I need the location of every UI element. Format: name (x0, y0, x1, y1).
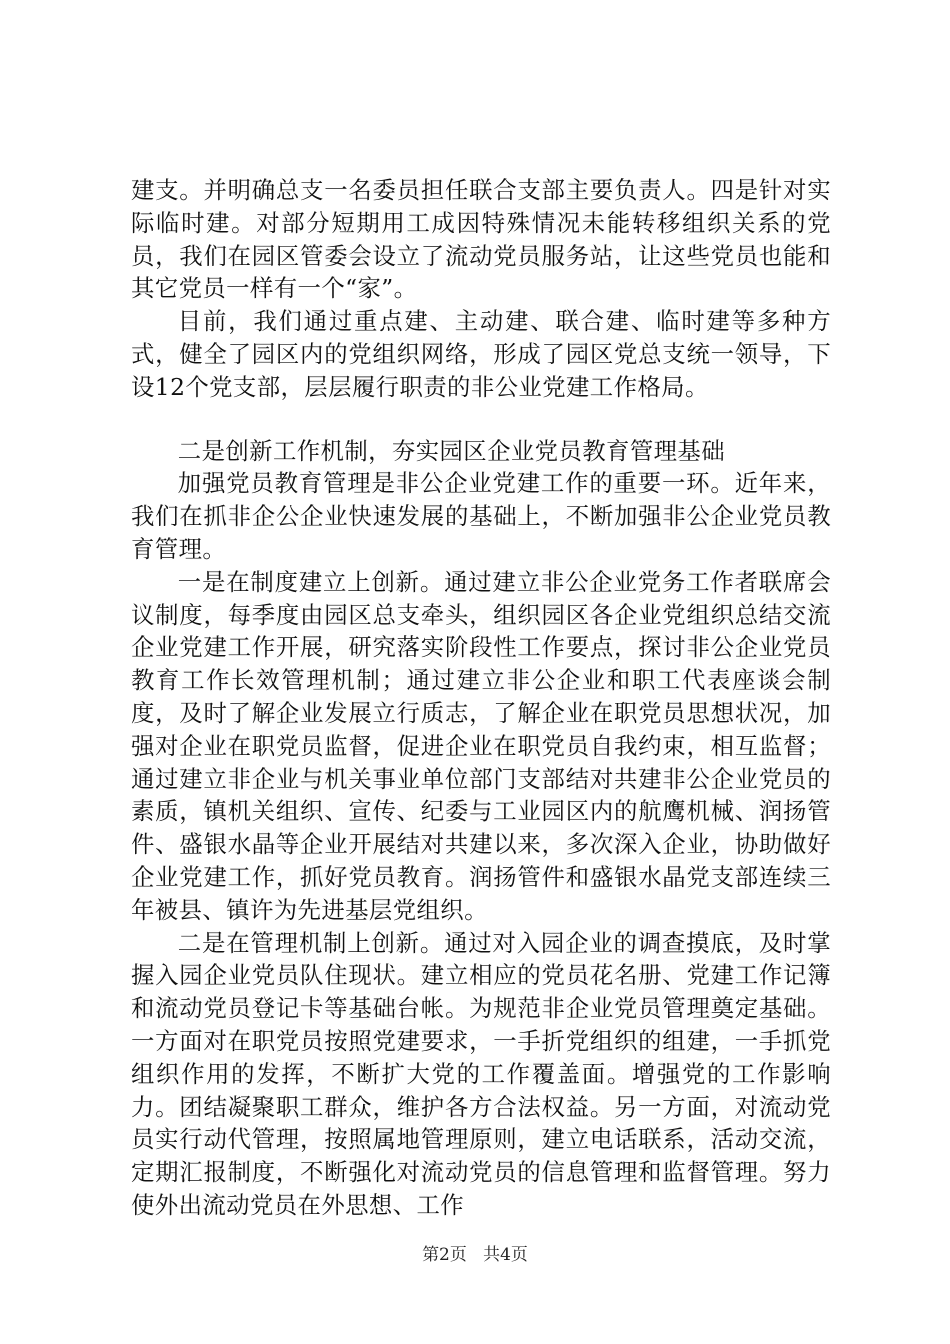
paragraph-system-innovation: 一是在制度建立上创新。通过建立非公企业党务工作者联席会议制度，每季度由园区总支牵头，组织园区各企业党组织总结交流企业党建工作开展，研究落实阶段性工作要点，探讨非公企业党员教育工作长效管理机制；通过建立非公企业和职工代表座谈会制度，及时了解企业发展立行质志，了解企业在职党员思想状况，加强对企业在职党员监督，促进企业在职党员自我约束，相互监督；通过建立非企业与机关事业单位部门支部结对共建非公企业党员的素质，镇机关组织、宣传、纪委与工业园区内的航鹰机械、润扬管件、盛银水晶等企业开展结对共建以来，多次深入企业，协助做好企业党建工作，抓好党员教育。润扬管件和盛银水晶党支部连续三年被县、镇许为先进基层党组织。 (131, 567, 831, 924)
paragraph-continuation: 建支。并明确总支一名委员担任联合支部主要负责人。四是针对实际临时建。对部分短期用工成因特殊情况未能转移组织关系的党员，我们在园区管委会设立了流动党员服务站，让这些党员也能和其它党员一样有一个“家”。 (131, 176, 831, 303)
page-total: 共4页 (483, 1245, 528, 1265)
paragraph-education-intro: 加强党员教育管理是非公企业党建工作的重要一环。近年来，我们在抓非企公企业快速发展的基础上，不断加强非公企业党员教育管理。 (131, 469, 831, 563)
paragraph-management-innovation: 二是在管理机制上创新。通过对入园企业的调查摸底，及时掌握入园企业党员队住现状。建立相应的党员花名册、党建工作记簿和流动党员登记卡等基础台帐。为规范非企业党员管理奠定基础。一方面对在职党员按照党建要求，一手折党组织的组建，一手抓党组织作用的发挥，不断扩大党的工作覆盖面。增强党的工作影响力。团结凝聚职工群众，维护各方合法权益。另一方面，对流动党员实行动代管理，按照属地管理原则，建立电话联系，活动交流，定期汇报制度，不断强化对流动党员的信息管理和监督管理。努力使外出流动党员在外思想、工作 (131, 928, 831, 1219)
paragraph-current-status: 目前，我们通过重点建、主动建、联合建、临时建等多种方式，健全了园区内的党组织网络，形成了园区党总支统一领导，下设12个党支部，层层履行职责的非公业党建工作格局。 (131, 307, 831, 401)
page-footer (0, 1244, 950, 1266)
document-body (131, 174, 831, 1222)
page-separator (472, 1245, 477, 1265)
page-number: 第2页 (422, 1245, 467, 1265)
section-heading-mechanism: 二是创新工作机制，夯实园区企业党员教育管理基础 (177, 436, 725, 465)
